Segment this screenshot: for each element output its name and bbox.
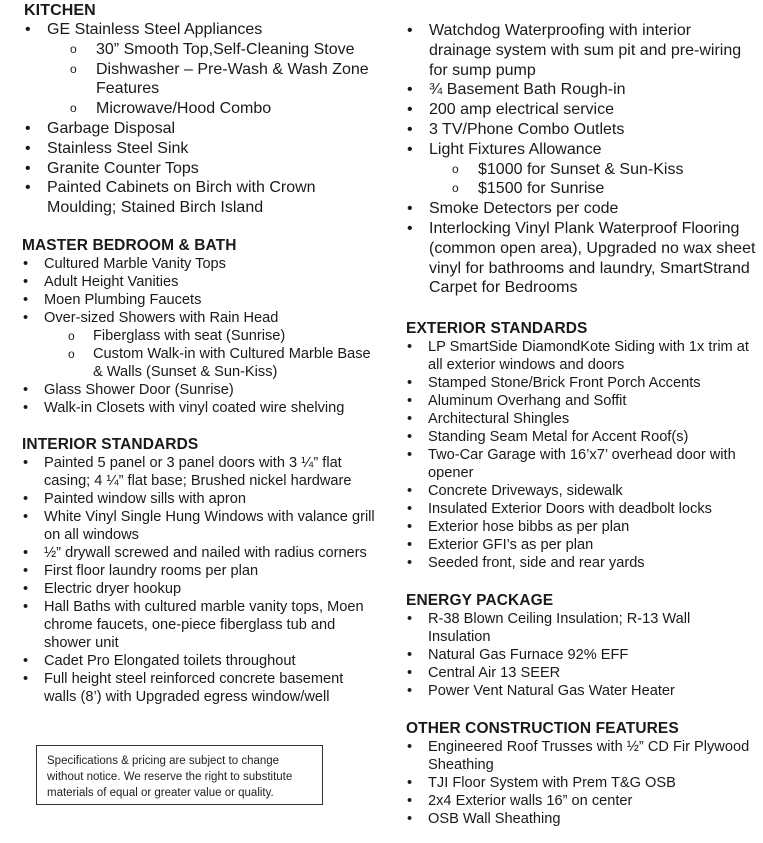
item-text: Power Vent Natural Gas Water Heater [428,683,675,700]
item-text: Smoke Detectors per code [429,200,619,218]
list-item [406,219,756,298]
list-item [406,21,756,80]
list-item [406,392,756,410]
sub-list [429,160,756,200]
bullet-icon: • [407,81,413,99]
item-text: Interlocking Vinyl Plank Waterproof Flooring (common open area), Upgraded no wax sheet vinyl for bathrooms and laundry, SmartStrand Carpet for Bedrooms [429,219,756,297]
disclaimer-box: Specifications & pricing are subject to change without notice. We reserve the right to substitute materials of equal or greater value or quality. [36,745,323,805]
sub-item-text: $1000 for Sunset & Sun-Kiss [478,160,684,178]
bullet-icon: • [23,508,29,525]
section-title: OTHER CONSTRUCTION FEATURES [406,720,679,738]
list-item [406,428,756,446]
bullet-icon: • [407,393,413,410]
bullet-icon: • [25,159,31,177]
list-item [406,738,756,774]
bullet-icon: • [23,273,29,290]
list-item [406,120,756,140]
item-text: 3 TV/Phone Combo Outlets [429,120,625,138]
sub-bullet-icon: o [70,41,77,56]
list-item [22,652,376,670]
list-item [22,381,376,399]
bullet-icon: • [407,200,413,218]
list-item [406,664,756,682]
item-text: Painted 5 panel or 3 panel doors with 3 ¼” flat casing; 4 ¼” flat base; Brushed nickel hardware [44,454,352,489]
item-text: Painted window sills with apron [44,490,246,507]
list-item [24,139,376,159]
item-text: Natural Gas Furnace 92% EFF [428,647,629,664]
list-item [22,291,376,309]
section-title: KITCHEN [24,2,96,19]
sub-item-text: Microwave/Hood Combo [96,100,272,118]
item-text: Concrete Driveways, sidewalk [428,483,623,500]
list-item [22,490,376,508]
list-item [406,554,756,572]
item-text: Exterior GFI’s as per plan [428,537,594,554]
item-text: ½” drywall screwed and nailed with radius corners [44,544,367,561]
bullet-icon: • [23,454,29,471]
bullet-icon: • [407,775,413,792]
sub-item-text: Fiberglass with seat (Sunrise) [93,327,286,344]
list-item [406,792,756,810]
sub-item-text: 30” Smooth Top,Self-Cleaning Stove [96,40,355,58]
exterior-list [406,338,756,572]
sub-item-text: Custom Walk-in with Cultured Marble Base & Walls (Sunset & Sun-Kiss) [93,345,371,380]
section-exterior [406,319,756,572]
item-text: Full height steel reinforced concrete basement walls (8’) with Upgraded egress window/well [44,670,344,705]
sub-list-item [47,40,376,60]
section-title: MASTER BEDROOM & BATH [22,236,237,254]
sub-list-item [47,99,376,119]
item-text: First floor laundry rooms per plan [44,562,259,579]
list-item [22,670,376,706]
section-energy [406,591,756,700]
sub-list-item [47,60,376,100]
item-text: Adult Height Vanities [44,273,179,290]
item-text: 2x4 Exterior walls 16” on center [428,793,633,810]
sub-bullet-icon: o [68,346,75,361]
item-text: Engineered Roof Trusses with ½” CD Fir Plywood Sheathing [428,739,750,774]
bullet-icon: • [25,119,31,137]
list-item [22,598,376,652]
item-text: Light Fixtures Allowance [429,140,602,158]
other-construction-list [406,738,756,828]
item-text: ¾ Basement Bath Rough-in [429,81,626,99]
list-item [24,178,376,218]
item-text: White Vinyl Single Hung Windows with valance grill on all windows [44,508,375,543]
bullet-icon: • [23,580,29,597]
bullet-icon: • [23,562,29,579]
kitchen-list [24,20,376,218]
item-text: Glass Shower Door (Sunrise) [44,381,234,398]
list-item [406,140,756,199]
item-text: Central Air 13 SEER [428,665,561,682]
list-item [22,273,376,291]
right-column [406,0,756,828]
item-text: Stamped Stone/Brick Front Porch Accents [428,375,701,392]
item-text: Over-sized Showers with Rain Head [44,309,279,326]
bullet-icon: • [23,255,29,272]
item-text: Stainless Steel Sink [47,139,189,157]
energy-list [406,610,756,700]
list-item [22,399,376,417]
list-item [406,610,756,646]
item-text: Electric dryer hookup [44,580,182,597]
bullet-icon: • [407,339,413,356]
bullet-icon: • [407,429,413,446]
sub-list-item [429,160,756,180]
item-text: Insulated Exterior Doors with deadbolt locks [428,501,712,518]
list-item [406,482,756,500]
bullet-icon: • [23,309,29,326]
sub-list-item [429,179,756,199]
sub-bullet-icon: o [70,101,77,116]
list-item [406,682,756,700]
bullet-icon: • [23,598,29,615]
list-item [406,100,756,120]
bullet-icon: • [407,537,413,554]
sub-bullet-icon: o [452,161,459,176]
list-item [24,159,376,179]
bullet-icon: • [407,483,413,500]
bullet-icon: • [23,544,29,561]
item-text: 200 amp electrical service [429,101,614,119]
item-text: Cultured Marble Vanity Tops [44,255,226,272]
list-item [22,562,376,580]
bullet-icon: • [23,399,29,416]
list-item [22,508,376,544]
list-item [22,580,376,598]
sub-list-item [44,327,376,345]
item-text: LP SmartSide DiamondKote Siding with 1x trim at all exterior windows and doors [428,339,749,374]
left-column [24,0,376,706]
item-text: Exterior hose bibbs as per plan [428,519,630,536]
bullet-icon: • [407,811,413,828]
list-item [406,338,756,374]
list-item [406,80,756,100]
bullet-icon: • [407,140,413,158]
item-text: R-38 Blown Ceiling Insulation; R-13 Wall Insulation [428,611,691,646]
bullet-icon: • [407,447,413,464]
bullet-icon: • [25,21,31,38]
list-item [22,454,376,490]
section-other-construction [406,719,756,828]
bullet-icon: • [23,490,29,507]
section-interior [22,435,376,706]
interior-list [22,454,376,706]
bullet-icon: • [23,670,29,687]
bullet-icon: • [407,219,413,237]
bullet-icon: • [407,739,413,756]
list-item [406,536,756,554]
list-item [406,500,756,518]
item-text: Two-Car Garage with 16’x7’ overhead door with opener [428,447,736,482]
bullet-icon: • [407,683,413,700]
item-text: GE Stainless Steel Appliances [47,21,263,38]
bullet-icon: • [25,139,31,157]
section-title: ENERGY PACKAGE [406,592,554,610]
list-item [406,410,756,428]
list-item [24,119,376,139]
master-bedroom-list [22,255,376,417]
bullet-icon: • [407,665,413,682]
list-item [22,255,376,273]
item-text: Cadet Pro Elongated toilets throughout [44,652,296,669]
item-text: Standing Seam Metal for Accent Roof(s) [428,429,689,446]
item-text: Walk-in Closets with vinyl coated wire shelving [44,399,345,416]
item-text: Aluminum Overhang and Soffit [428,393,627,410]
section-master-bedroom [22,236,376,417]
list-item [406,646,756,664]
item-text: Architectural Shingles [428,411,570,428]
list-item [406,199,756,219]
sub-item-text: $1500 for Sunrise [478,180,605,198]
continued-list [406,21,756,298]
sub-bullet-icon: o [68,328,75,343]
list-item [22,544,376,562]
bullet-icon: • [407,519,413,536]
section-title: INTERIOR STANDARDS [22,435,199,453]
list-item [406,446,756,482]
bullet-icon: • [407,375,413,392]
bullet-icon: • [407,22,413,39]
bullet-icon: • [23,291,29,308]
section-title: EXTERIOR STANDARDS [406,320,588,338]
bullet-icon: • [407,101,413,119]
item-text: Granite Counter Tops [47,159,199,177]
item-text: Moen Plumbing Faucets [44,291,202,308]
item-text: OSB Wall Sheathing [428,811,561,828]
bullet-icon: • [407,411,413,428]
bullet-icon: • [407,120,413,138]
bullet-icon: • [407,501,413,518]
bullet-icon: • [407,611,413,628]
section-kitchen-continued [406,21,756,298]
list-item [24,20,376,119]
sub-list [44,327,376,381]
bullet-icon: • [407,555,413,572]
bullet-icon: • [25,179,31,197]
list-item [406,518,756,536]
sub-item-text: Dishwasher – Pre-Wash & Wash Zone Features [96,60,369,98]
item-text: Hall Baths with cultured marble vanity tops, Moen chrome faucets, one-piece fiberglass tub and shower unit [44,598,364,651]
item-text: TJI Floor System with Prem T&G OSB [428,775,676,792]
sub-bullet-icon: o [452,181,459,196]
list-item [406,810,756,828]
sub-bullet-icon: o [70,61,77,76]
list-item [406,774,756,792]
sub-list-item [44,345,376,381]
item-text: Seeded front, side and rear yards [428,555,645,572]
bullet-icon: • [407,793,413,810]
bullet-icon: • [23,381,29,398]
list-item [406,374,756,392]
sub-list [47,40,376,119]
bullet-icon: • [23,652,29,669]
bullet-icon: • [407,647,413,664]
section-kitchen [24,1,376,218]
list-item [22,309,376,381]
item-text: Garbage Disposal [47,119,176,137]
item-text: Watchdog Waterproofing with interior drainage system with sum pit and pre-wiring for sump pump [429,22,742,79]
item-text: Painted Cabinets on Birch with Crown Moulding; Stained Birch Island [47,179,316,217]
